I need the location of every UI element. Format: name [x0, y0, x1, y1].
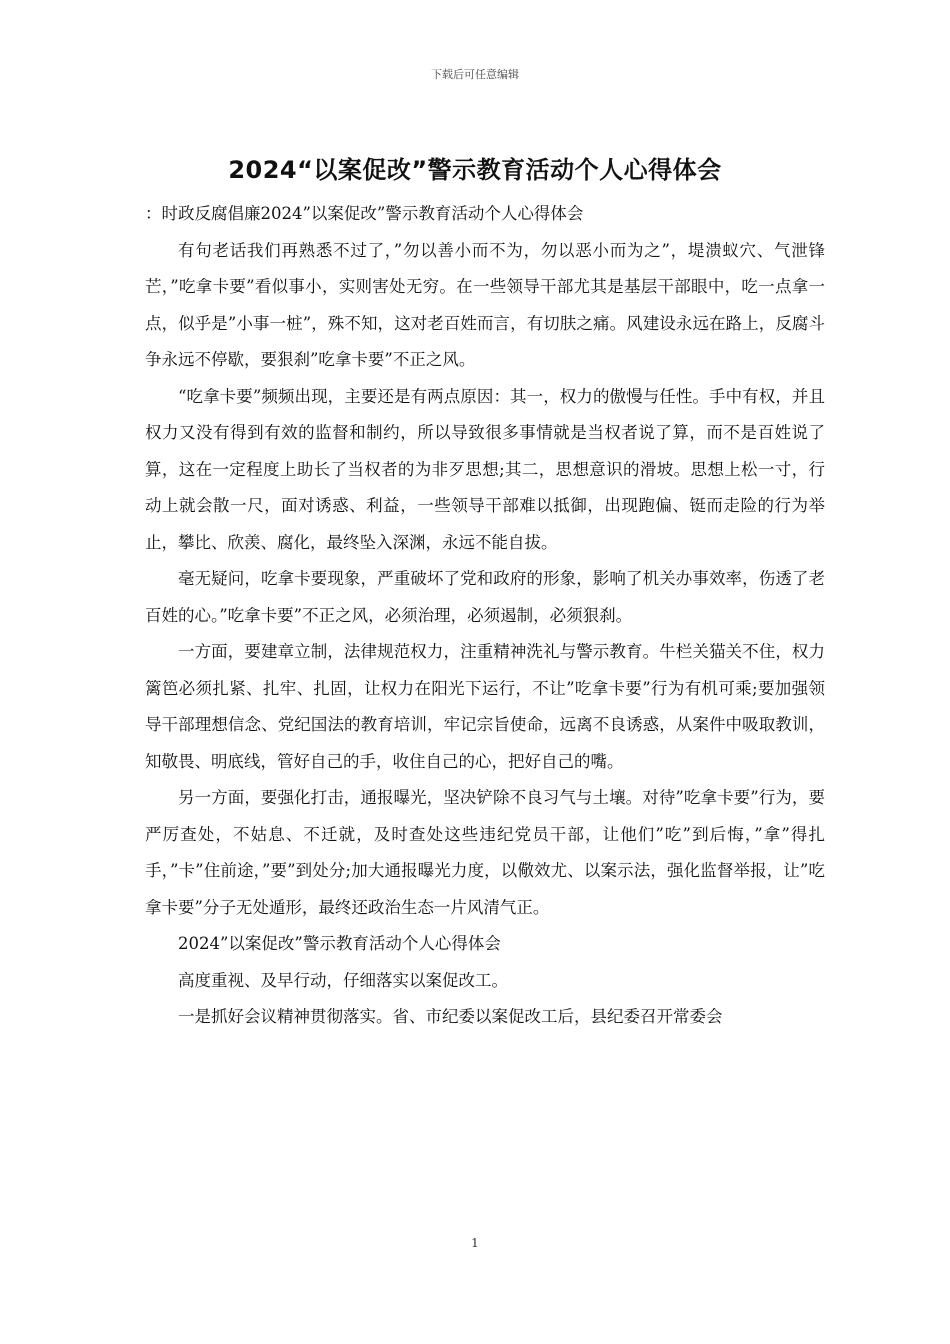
- paragraph: 一是抓好会议精神贯彻落实。省、市纪委以案促改工后，县纪委召开常委会: [178, 1007, 723, 1026]
- paragraph: “吃拿卡要”频频出现，主要还是有两点原因：其一，权力的傲慢与任性。手中有权，并且权力又没有得到有效的监督和制约，所以导致很多事情就是当权者说了算，而不是百姓说了算，这在一定程度上助长了当权者的为非歹思想;其二，思想意识的滑坡。思想上松一寸，行动上就会散一尺，面对诱惑、利益，一些领导干部难以抵御，出现跑偏、铤而走险的行为举止，攀比、欣羡、腐化，最终坠入深渊，永远不能自拔。: [145, 386, 825, 552]
- document-body: [145, 196, 825, 1036]
- header-note: 下载后可任意编辑: [431, 68, 519, 81]
- paragraph: 毫无疑问，吃拿卡要现象，严重破坏了党和政府的形象，影响了机关办事效率，伤透了老百姓的心。”吃拿卡要”不正之风，必须治理，必须遏制，必须狠刹。: [145, 569, 825, 625]
- paragraph: 另一方面，要强化打击，通报曝光，坚决铲除不良习气与土壤。对待”吃拿卡要”行为，要严厉查处，不姑息、不迁就，及时查处这些违纪党员干部，让他们”吃”到后悔，”拿”得扎手，”卡”住前途，”要”到处分;加大通报曝光力度，以儆效尤、以案示法，强化监督举报，让”吃拿卡要”分子无处遁形，最终还政治生态一片风清气正。: [145, 788, 825, 917]
- paragraph: 一方面，要建章立制，法律规范权力，注重精神洗礼与警示教育。牛栏关猫关不住，权力篱笆必须扎紧、扎牢、扎固，让权力在阳光下运行，不让”吃拿卡要”行为有机可乘;要加强领导干部理想信念、党纪国法的教育培训，牢记宗旨使命，远离不良诱惑，从案件中吸取教训，知敬畏、明底线，管好自己的手，收住自己的心，把好自己的嘴。: [145, 642, 825, 771]
- document-title: 2024“以案促改”警示教育活动个人心得体会: [228, 156, 722, 184]
- section-heading: 2024”以案促改”警示教育活动个人心得体会: [178, 934, 501, 953]
- document-subtitle: ：时政反腐倡廉2024”以案促改”警示教育活动个人心得体会: [145, 204, 584, 223]
- page-number: 1: [471, 1236, 479, 1250]
- paragraph: 高度重视、及早行动，仔细落实以案促改工。: [178, 970, 508, 990]
- paragraph: 有句老话我们再熟悉不过了，”勿以善小而不为，勿以恶小而为之”，堤溃蚁穴、气泄锋芒，”吃拿卡要”看似事小，实则害处无穷。在一些领导干部尤其是基层干部眼中，吃一点拿一点，似乎是”小事一桩”，殊不知，这对老百姓而言，有切肤之痛。风建设永远在路上，反腐斗争永远不停歇，要狠刹”吃拿卡要”不正之风。: [145, 240, 825, 369]
